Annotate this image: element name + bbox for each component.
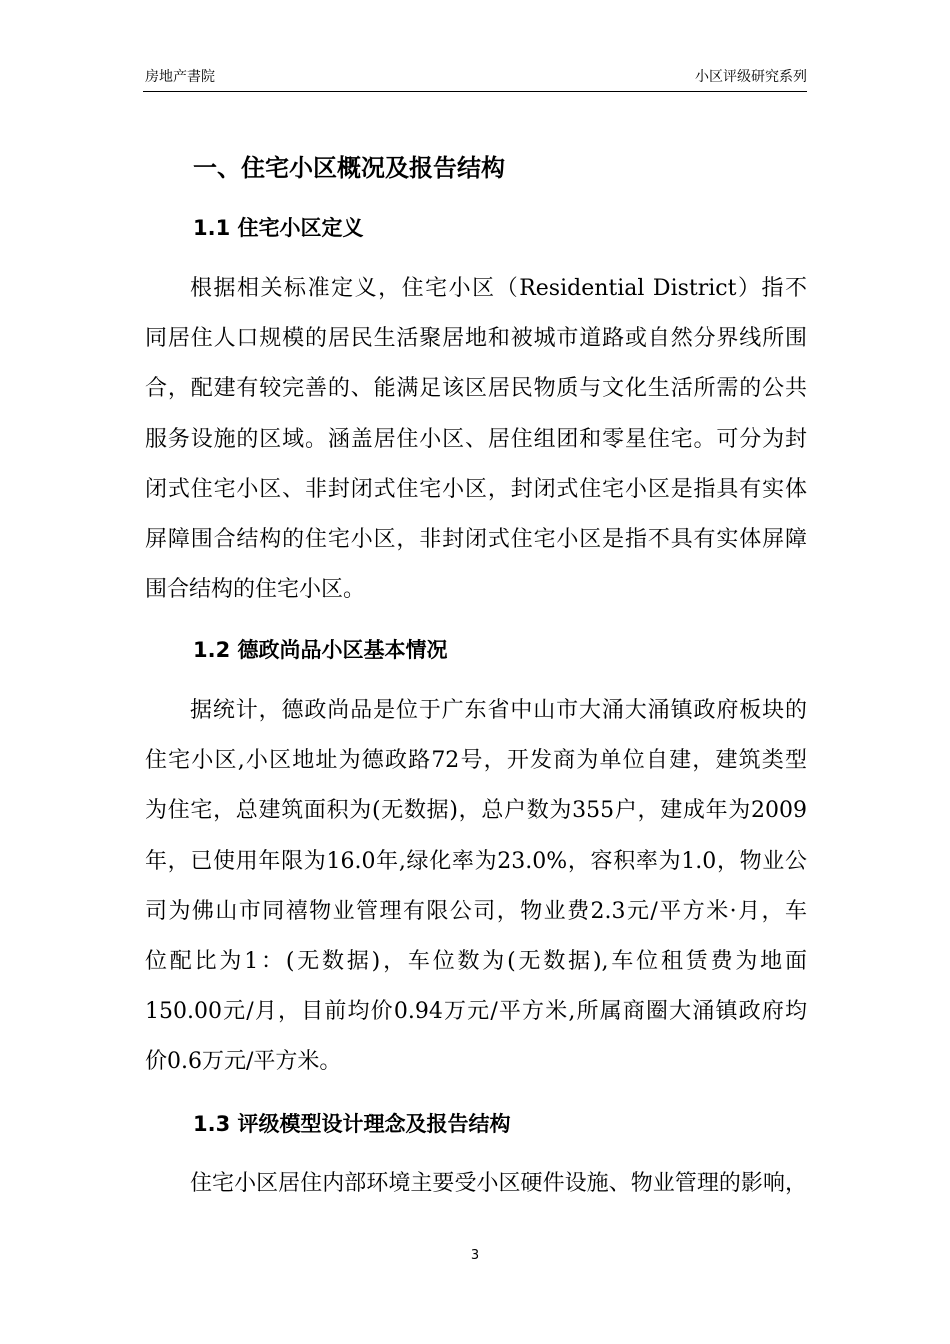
paragraph-line: 住宅小区,小区地址为德政路72号，开发商为单位自建，建筑类型 xyxy=(145,748,807,774)
header-divider xyxy=(143,91,807,92)
paragraph-line: 司为佛山市同禧物业管理有限公司，物业费2.3元/平方米·月，车 xyxy=(145,898,807,924)
chapter-heading: 一、住宅小区概况及报告结构 xyxy=(193,154,505,182)
paragraph-line: 年，已使用年限为16.0年,绿化率为23.0%，容积率为1.0，物业公 xyxy=(145,848,807,874)
header-left-title: 房地产書院 xyxy=(145,69,215,85)
paragraph-line: 同居住人口规模的居民生活聚居地和被城市道路或自然分界线所围 xyxy=(145,326,807,352)
paragraph-line: 合，配建有较完善的、能满足该区居民物质与文化生活所需的公共 xyxy=(145,376,807,402)
paragraph-line: 据统计，德政尚品是位于广东省中山市大涌大涌镇政府板块的 xyxy=(190,698,807,723)
paragraph-line: 住宅小区居住内部环境主要受小区硬件设施、物业管理的影响， xyxy=(190,1171,807,1196)
section-heading: 1.2 德政尚品小区基本情况 xyxy=(193,638,448,662)
paragraph-line: 服务设施的区域。涵盖居住小区、居住组团和零星住宅。可分为封 xyxy=(145,426,807,452)
page-number: 3 xyxy=(470,1248,480,1263)
section-heading: 1.1 住宅小区定义 xyxy=(193,216,364,240)
paragraph-line: 闭式住宅小区、非封闭式住宅小区，封闭式住宅小区是指具有实体 xyxy=(145,476,807,502)
paragraph-line: 位配比为1：(无数据)，车位数为(无数据),车位租赁费为地面 xyxy=(145,949,807,974)
section-heading: 1.3 评级模型设计理念及报告结构 xyxy=(193,1112,511,1136)
paragraph-line: 根据相关标准定义，住宅小区（Residential District）指不 xyxy=(190,276,807,301)
header-right-title: 小区评级研究系列 xyxy=(695,69,807,85)
paragraph-line: 围合结构的住宅小区。 xyxy=(145,577,366,603)
paragraph-line: 价0.6万元/平方米。 xyxy=(145,1049,342,1075)
paragraph-line: 为住宅，总建筑面积为(无数据)，总户数为355户，建成年为2009 xyxy=(145,798,807,824)
paragraph-line: 屏障围合结构的住宅小区，非封闭式住宅小区是指不具有实体屏障 xyxy=(145,527,807,552)
paragraph-line: 150.00元/月，目前均价0.94万元/平方米,所属商圈大涌镇政府均 xyxy=(145,999,807,1025)
